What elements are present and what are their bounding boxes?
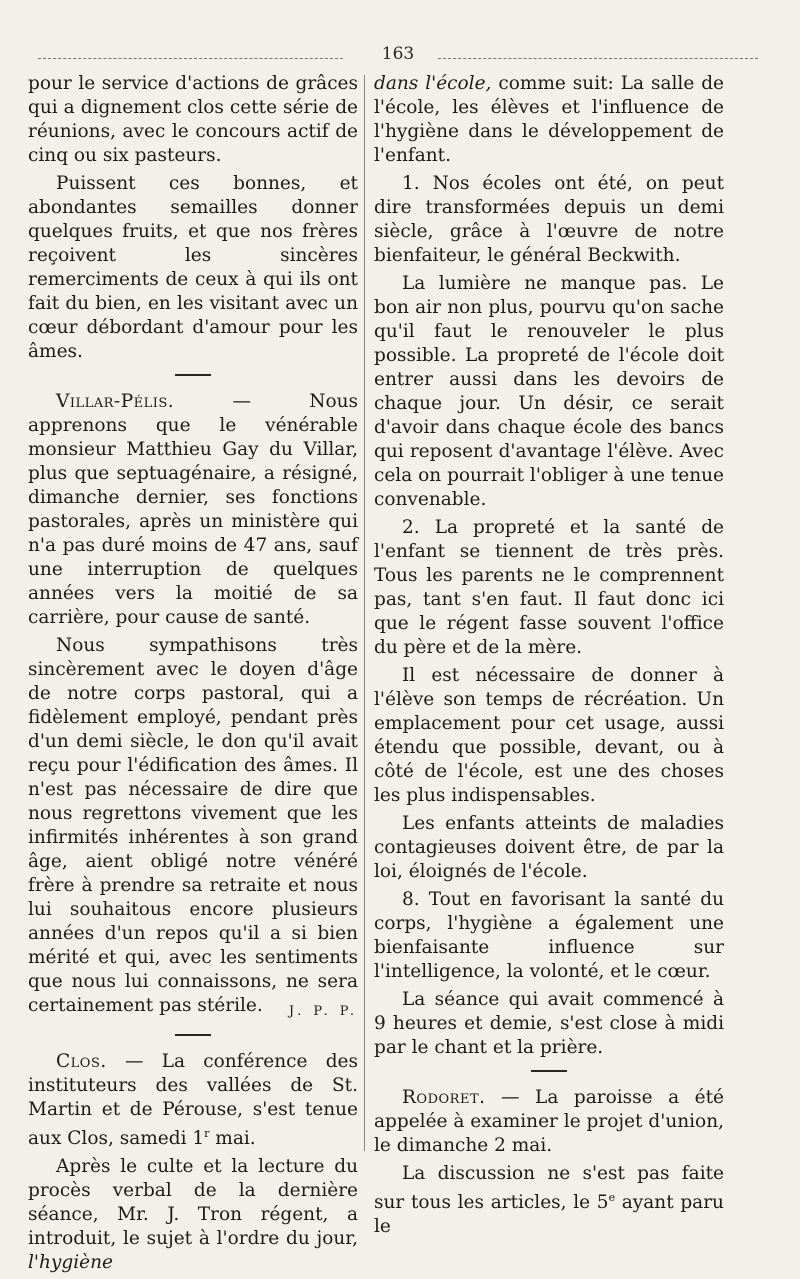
page-header (38, 42, 758, 72)
clos-sup: r (204, 1127, 210, 1140)
clos-text-b: mai. (209, 1128, 256, 1150)
paragraph-semailles: Puissent ces bonnes, et abondantes semailles donner quelques fruits, et que nos frères reçoivent les sincères remerciments de ceux à qui ils ont fait du bien, en les visitant avec un cœur débordant d'amour pour les âmes. (28, 173, 358, 362)
rodoret-text: — La paroisse a été appelée à examiner le projet d'union, le dimanche 2 mai. (374, 1087, 724, 1156)
right-column (374, 72, 724, 1243)
section-separator (175, 1034, 211, 1036)
culte-text: Après le culte et la lecture du procès verbal de la dernière séance, Mr. J. Tron régent, a introduit, le sujet à l'ordre du jour, (28, 1156, 358, 1250)
left-column (28, 72, 358, 1279)
paragraph-culte (28, 1155, 358, 1275)
clos-heading: Clos. (56, 1051, 107, 1072)
culte-emphasis: l'hygiène (28, 1252, 113, 1274)
paragraph-proprete: 2. La propreté et la santé de l'enfant se tiennent de très près. Tous les parents ne le comprennent pas, tant s'en faut. Il faut donc ici que le régent fasse souvent l'office du père et de la mère. (374, 517, 724, 658)
discussion-text-a: La discussion ne s'est pas faite sur tous les articles, le 5 (374, 1163, 724, 1214)
clos-text-a: — La conférence des instituteurs des vallées de St. Martin et de Pérouse, s'est tenue aux Clos, samedi 1 (28, 1051, 358, 1150)
column-divider (364, 75, 365, 1151)
ecole-emphasis: dans l'école, (374, 73, 492, 94)
section-separator (175, 374, 211, 376)
paragraph-hygiene: 8. Tout en favorisant la santé du corps, l'hygiène a également une bienfaisante influence sur l'intelligence, la volonté, et le cœur. (374, 889, 724, 982)
paragraph-villar (28, 390, 358, 630)
paragraph-service: pour le service d'actions de grâces qui a dignement clos cette série de réunions, avec le concours actif de cinq ou six pasteurs. (28, 73, 358, 166)
paragraph-rodoret (374, 1086, 724, 1158)
paragraph-seance: La séance qui avait commencé à 9 heures et demie, s'est close à midi par le chant et la prière. (374, 989, 724, 1058)
paragraph-lumiere: La lumière ne manque pas. Le bon air non plus, pourvu qu'on sache qu'il faut le renouveler le plus possible. La propreté de l'école doit entrer aussi dans les devoirs de chaque jour. Un désir, ce serait d'avoir dans chaque école des bancs qui reposent d'avantage l'élève. Avec cela on pourrait l'obliger à une tenue convenable. (374, 273, 724, 510)
signature: J. P. P. (288, 1004, 358, 1019)
paragraph-discussion (374, 1162, 724, 1239)
header-rule-right (438, 58, 758, 59)
discussion-sup: e (608, 1191, 616, 1204)
page-number: 163 (381, 44, 415, 64)
section-separator (531, 1070, 567, 1072)
villar-text: — Nous apprenons que le vénérable monsieur Matthieu Gay du Villar, plus que septuagénaire, a résigné, dimanche dernier, ses fonctions pastorales, après un ministère qui n'a pas duré moins de 47 ans, sauf une interruption de quelques années vers la moitié de sa carrière, pour cause de santé. (28, 391, 358, 628)
ecole-text: comme suit: La salle de l'école, les élèves et l'influence de l'hygiène dans le développement de l'enfant. (374, 73, 724, 166)
paragraph-contagieuses: Les enfants atteints de maladies contagieuses doivent être, de par la loi, éloignés de l'école. (374, 813, 724, 882)
paragraph-transformees: 1. Nos écoles ont été, on peut dire transformées depuis un demi siècle, grâce à l'œuvre de notre bienfaiteur, le général Beckwith. (374, 173, 724, 266)
rodoret-heading: Rodoret. (402, 1087, 486, 1108)
villar-heading: Villar-Pélis. (56, 391, 175, 412)
discussion-text-b: ayant paru le (374, 1192, 724, 1238)
paragraph-clos (28, 1050, 358, 1151)
paragraph-recreation: Il est nécessaire de donner à l'élève son temps de récréation. Un emplacement pour cet usage, aussi étendu que possible, devant, ou à côté de l'école, est une des choses les plus indispensables. (374, 665, 724, 806)
paragraph-sympathisons: Nous sympathisons très sincèrement avec le doyen d'âge de notre corps pastoral, qui a fidèlement employé, pendant près d'un demi siècle, le don qu'il avait reçu pour l'édification des âmes. Il n'est pas nécessaire de dire que nous regrettons vivement que les infirmités inhérentes à son grand âge, aient obligé notre vénéré frère à prendre sa retraite et nous lui souhaitous encore plusieurs années d'un repos qu'il a si bien mérité et qui, avec les sentiments que nous lui connaissons, ne sera certainement pas stérile. (28, 635, 358, 1016)
paragraph-ecole (374, 72, 724, 168)
